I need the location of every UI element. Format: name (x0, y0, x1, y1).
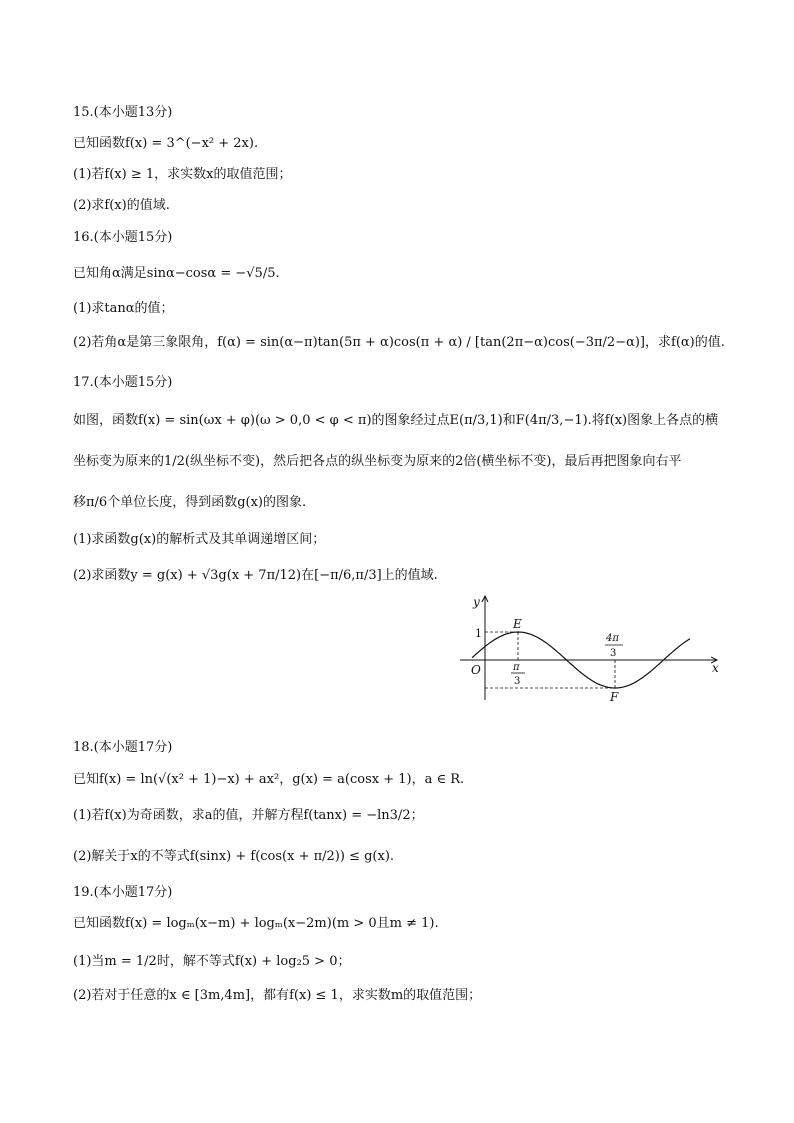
point-e-label: E (513, 617, 522, 631)
point-f-label: F (610, 690, 619, 704)
q18-stem: 已知f(x) = ln(√(x² + 1)−x) + ax²，g(x) = a(cosx + 1)，a ∈ R. (73, 772, 465, 787)
q19-header: 19.(本小题17分) (73, 885, 173, 900)
q16-part1: (1)求tanα的值； (73, 301, 174, 316)
sine-graph-figure (455, 590, 725, 705)
q18-part1: (1)若f(x)为奇函数，求a的值，并解方程f(tanx) = −ln3/2； (73, 808, 424, 823)
q18-header: 18.(本小题17分) (73, 740, 173, 755)
x-tick-pi3-num: π (513, 662, 520, 673)
q15-stem: 已知函数f(x) = 3^(−x² + 2x). (73, 136, 259, 151)
x-axis-label: x (712, 661, 719, 675)
y-axis-label: y (473, 595, 480, 609)
q19-part2: (2)若对于任意的x ∈ [3m,4m]，都有f(x) ≤ 1，求实数m的取值范围； (73, 988, 482, 1003)
origin-label: O (471, 663, 481, 677)
q15-header: 15.(本小题13分) (73, 105, 173, 120)
q17-stem-line3: 移π/6个单位长度，得到函数g(x)的图象. (73, 495, 307, 510)
q16-part2: (2)若角α是第三象限角，f(α) = sin(α−π)tan(5π + α)cos(π + α) / [tan(2π−α)cos(−3π/2−α)]，求f(α)的值. (73, 335, 725, 350)
q16-header: 16.(本小题15分) (73, 230, 173, 245)
q17-stem-line1: 如图，函数f(x) = sin(ωx + φ)(ω > 0,0 < φ < π)的图象经过点E(π/3,1)和F(4π/3,−1).将f(x)图象上各点的横 (73, 413, 719, 428)
q15-part1: (1)若f(x) ≥ 1，求实数x的取值范围； (73, 167, 292, 182)
q17-part2: (2)求函数y = g(x) + √3g(x + 7π/12)在[−π/6,π/3]上的值域. (73, 568, 438, 583)
q17-stem-line2: 坐标变为原来的1/2(纵坐标不变)，然后把各点的纵坐标变为原来的2倍(横坐标不变)，最后再把图象向右平 (73, 454, 682, 469)
q16-stem: 已知角α满足sinα−cosα = −√5/5. (73, 266, 280, 281)
x-tick-pi3-den: 3 (514, 676, 521, 687)
y-tick-1: 1 (475, 627, 482, 640)
q15-part2: (2)求f(x)的值域. (73, 198, 170, 213)
q19-part1: (1)当m = 1/2时，解不等式f(x) + log₂5 > 0； (73, 954, 351, 969)
x-tick-4pi3-den: 3 (610, 648, 617, 659)
x-tick-4pi3-num: 4π (606, 633, 619, 644)
q17-part1: (1)求函数g(x)的解析式及其单调递增区间； (73, 532, 326, 547)
q19-stem: 已知函数f(x) = logₘ(x−m) + logₘ(x−2m)(m > 0且m ≠ 1). (73, 916, 439, 931)
q17-header: 17.(本小题15分) (73, 375, 173, 390)
q18-part2: (2)解关于x的不等式f(sinx) + f(cos(x + π/2)) ≤ g(x). (73, 849, 395, 864)
